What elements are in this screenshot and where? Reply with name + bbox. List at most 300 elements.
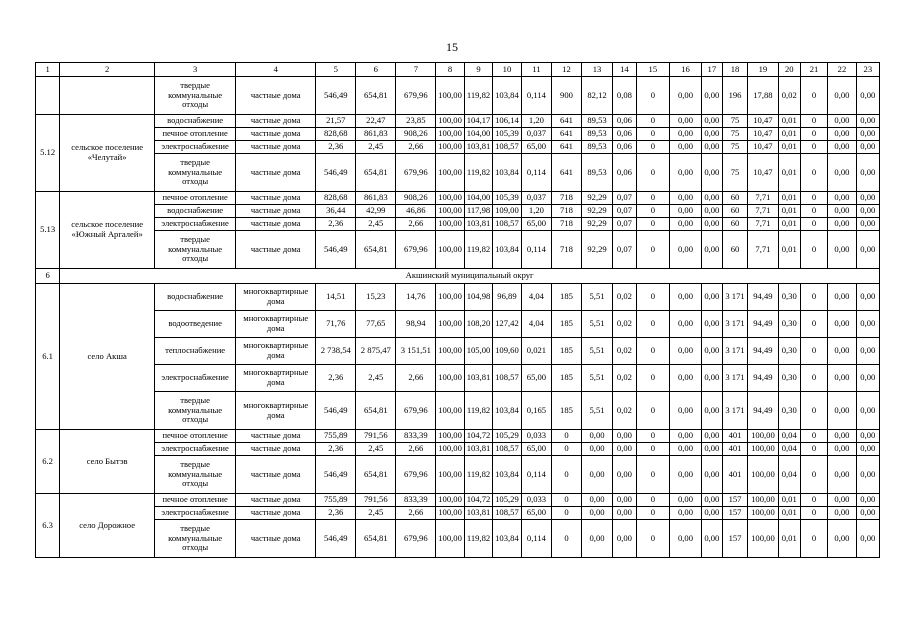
settlement-name <box>60 77 155 115</box>
service-type: электроснабжение <box>155 443 236 456</box>
value-cell: 89,53 <box>581 154 613 192</box>
value-cell: 0,01 <box>778 520 800 558</box>
service-type: печное отопление <box>155 128 236 141</box>
value-cell: 0,01 <box>778 192 800 205</box>
value-cell: 109,00 <box>493 205 521 218</box>
value-cell: 0,00 <box>670 231 702 269</box>
value-cell: 105,29 <box>493 430 521 443</box>
value-cell: 0,00 <box>828 507 856 520</box>
value-cell: 103,81 <box>464 218 492 231</box>
value-cell: 104,17 <box>464 115 492 128</box>
service-type: электроснабжение <box>155 365 236 392</box>
value-cell: 0,02 <box>613 392 636 430</box>
value-cell: 60 <box>722 205 747 218</box>
housing-type: частные дома <box>236 520 316 558</box>
value-cell: 0,00 <box>828 365 856 392</box>
value-cell: 0,00 <box>856 128 879 141</box>
housing-type: многоквартирные дома <box>236 311 316 338</box>
column-number-header: 15 <box>636 63 670 77</box>
value-cell: 0,00 <box>670 507 702 520</box>
column-number-header: 2 <box>60 63 155 77</box>
value-cell: 104,98 <box>464 284 492 311</box>
value-cell: 401 <box>722 456 747 494</box>
value-cell: 828,68 <box>316 192 356 205</box>
value-cell: 0,00 <box>828 231 856 269</box>
value-cell: 5,51 <box>581 392 613 430</box>
value-cell: 0,30 <box>778 338 800 365</box>
value-cell: 546,49 <box>316 520 356 558</box>
value-cell: 0 <box>800 284 827 311</box>
value-cell: 0,114 <box>521 231 552 269</box>
value-cell: 0,00 <box>701 494 722 507</box>
value-cell: 100,00 <box>748 430 779 443</box>
value-cell: 0,00 <box>613 520 636 558</box>
column-number-header: 3 <box>155 63 236 77</box>
value-cell: 0 <box>800 231 827 269</box>
settlement-name: село Акша <box>60 284 155 430</box>
value-cell: 2,45 <box>356 218 396 231</box>
value-cell: 654,81 <box>356 456 396 494</box>
housing-type: частные дома <box>236 456 316 494</box>
housing-type: частные дома <box>236 205 316 218</box>
value-cell: 0,30 <box>778 392 800 430</box>
service-type: твердые коммунальные отходы <box>155 456 236 494</box>
value-cell: 0,00 <box>856 365 879 392</box>
value-cell: 0,00 <box>670 128 702 141</box>
value-cell: 185 <box>552 338 582 365</box>
value-cell: 0,00 <box>670 392 702 430</box>
settlement-name: сельское поселение «Южный Аргалей» <box>60 192 155 269</box>
value-cell: 0,00 <box>701 231 722 269</box>
value-cell: 0,00 <box>670 443 702 456</box>
value-cell: 791,56 <box>356 494 396 507</box>
value-cell: 0,00 <box>701 205 722 218</box>
value-cell: 100,00 <box>436 205 464 218</box>
table-row <box>36 338 880 365</box>
value-cell: 0,02 <box>613 284 636 311</box>
section-number: 6 <box>36 269 60 284</box>
value-cell: 0,01 <box>778 128 800 141</box>
value-cell: 0 <box>552 430 582 443</box>
service-type: электроснабжение <box>155 218 236 231</box>
value-cell: 108,20 <box>464 311 492 338</box>
value-cell: 718 <box>552 192 582 205</box>
housing-type: частные дома <box>236 494 316 507</box>
value-cell: 0,00 <box>701 443 722 456</box>
value-cell: 546,49 <box>316 392 356 430</box>
value-cell: 0,06 <box>613 115 636 128</box>
value-cell: 103,81 <box>464 507 492 520</box>
value-cell: 108,57 <box>493 141 521 154</box>
value-cell: 100,00 <box>436 311 464 338</box>
value-cell: 0,00 <box>856 430 879 443</box>
service-type: электроснабжение <box>155 141 236 154</box>
value-cell: 0,021 <box>521 338 552 365</box>
value-cell: 0,00 <box>828 392 856 430</box>
table-row <box>36 205 880 218</box>
value-cell: 833,39 <box>396 494 436 507</box>
value-cell: 0 <box>636 128 670 141</box>
value-cell: 0,00 <box>856 443 879 456</box>
value-cell: 119,82 <box>464 520 492 558</box>
service-type: печное отопление <box>155 192 236 205</box>
column-number-header: 14 <box>613 63 636 77</box>
value-cell: 2,45 <box>356 507 396 520</box>
column-number-header: 5 <box>316 63 356 77</box>
value-cell: 0 <box>636 205 670 218</box>
table-row <box>36 430 880 443</box>
value-cell: 0,01 <box>778 205 800 218</box>
value-cell: 679,96 <box>396 520 436 558</box>
value-cell: 2,36 <box>316 218 356 231</box>
value-cell: 185 <box>552 365 582 392</box>
value-cell: 100,00 <box>748 494 779 507</box>
value-cell: 0 <box>800 128 827 141</box>
value-cell: 157 <box>722 520 747 558</box>
value-cell: 100,00 <box>436 443 464 456</box>
value-cell: 0,00 <box>856 338 879 365</box>
service-type: водоснабжение <box>155 284 236 311</box>
housing-type: частные дома <box>236 430 316 443</box>
value-cell: 0,00 <box>828 284 856 311</box>
service-type: твердые коммунальные отходы <box>155 520 236 558</box>
value-cell: 185 <box>552 392 582 430</box>
value-cell: 100,00 <box>436 115 464 128</box>
value-cell: 0 <box>800 154 827 192</box>
value-cell: 0,00 <box>701 430 722 443</box>
column-number-header: 8 <box>436 63 464 77</box>
housing-type: частные дома <box>236 218 316 231</box>
column-number-header: 18 <box>722 63 747 77</box>
value-cell: 196 <box>722 77 747 115</box>
value-cell: 0,00 <box>856 392 879 430</box>
value-cell: 117,98 <box>464 205 492 218</box>
value-cell: 0 <box>552 520 582 558</box>
value-cell: 0,01 <box>778 231 800 269</box>
housing-type: частные дома <box>236 141 316 154</box>
value-cell: 65,00 <box>521 443 552 456</box>
value-cell: 103,81 <box>464 443 492 456</box>
value-cell: 0,00 <box>670 456 702 494</box>
value-cell: 546,49 <box>316 231 356 269</box>
value-cell: 0,00 <box>581 494 613 507</box>
value-cell: 654,81 <box>356 154 396 192</box>
value-cell: 105,00 <box>464 338 492 365</box>
value-cell: 0,02 <box>613 338 636 365</box>
value-cell: 104,00 <box>464 192 492 205</box>
value-cell: 94,49 <box>748 392 779 430</box>
housing-type: частные дома <box>236 115 316 128</box>
table-row <box>36 311 880 338</box>
value-cell: 0,00 <box>581 507 613 520</box>
value-cell: 0,00 <box>701 154 722 192</box>
value-cell: 0 <box>552 494 582 507</box>
value-cell: 900 <box>552 77 582 115</box>
value-cell: 0,06 <box>613 128 636 141</box>
value-cell: 10,47 <box>748 154 779 192</box>
value-cell: 0 <box>552 456 582 494</box>
value-cell: 0,00 <box>701 365 722 392</box>
value-cell: 0,00 <box>856 141 879 154</box>
value-cell: 0,00 <box>581 456 613 494</box>
value-cell: 103,84 <box>493 520 521 558</box>
value-cell: 546,49 <box>316 77 356 115</box>
value-cell: 0 <box>636 218 670 231</box>
value-cell: 108,57 <box>493 365 521 392</box>
housing-type: многоквартирные дома <box>236 365 316 392</box>
value-cell: 0,01 <box>778 115 800 128</box>
value-cell: 0,00 <box>828 141 856 154</box>
value-cell: 861,83 <box>356 128 396 141</box>
value-cell: 5,51 <box>581 311 613 338</box>
value-cell: 2,66 <box>396 141 436 154</box>
housing-type: частные дома <box>236 507 316 520</box>
value-cell: 0,00 <box>581 443 613 456</box>
value-cell: 0,30 <box>778 284 800 311</box>
row-number: 5.13 <box>36 192 60 269</box>
value-cell: 0,00 <box>856 115 879 128</box>
value-cell: 119,82 <box>464 392 492 430</box>
value-cell: 0,00 <box>856 205 879 218</box>
value-cell: 0,00 <box>670 154 702 192</box>
column-number-header: 23 <box>856 63 879 77</box>
value-cell: 654,81 <box>356 520 396 558</box>
value-cell: 755,89 <box>316 494 356 507</box>
service-type: твердые коммунальные отходы <box>155 77 236 115</box>
value-cell: 1,20 <box>521 115 552 128</box>
value-cell: 0,00 <box>670 192 702 205</box>
value-cell: 0,037 <box>521 192 552 205</box>
value-cell: 0,02 <box>613 365 636 392</box>
value-cell: 0,07 <box>613 192 636 205</box>
row-number: 6.3 <box>36 494 60 558</box>
value-cell: 0 <box>636 154 670 192</box>
value-cell: 0,00 <box>701 456 722 494</box>
value-cell: 103,84 <box>493 392 521 430</box>
value-cell: 3 171 <box>722 365 747 392</box>
value-cell: 2 875,47 <box>356 338 396 365</box>
value-cell: 0 <box>636 507 670 520</box>
value-cell: 105,29 <box>493 494 521 507</box>
value-cell: 1,20 <box>521 205 552 218</box>
value-cell: 0,00 <box>670 520 702 558</box>
value-cell: 21,57 <box>316 115 356 128</box>
value-cell: 0,00 <box>670 115 702 128</box>
value-cell: 119,82 <box>464 154 492 192</box>
value-cell: 10,47 <box>748 115 779 128</box>
column-number-header: 4 <box>236 63 316 77</box>
value-cell: 94,49 <box>748 311 779 338</box>
value-cell: 861,83 <box>356 192 396 205</box>
value-cell: 100,00 <box>748 507 779 520</box>
settlement-name: село Бытэв <box>60 430 155 494</box>
value-cell: 0,01 <box>778 218 800 231</box>
value-cell: 157 <box>722 494 747 507</box>
value-cell: 0,00 <box>701 77 722 115</box>
value-cell: 0 <box>800 115 827 128</box>
column-number-header: 21 <box>800 63 827 77</box>
value-cell: 5,51 <box>581 338 613 365</box>
value-cell: 0 <box>800 338 827 365</box>
value-cell: 0,00 <box>670 141 702 154</box>
housing-type: частные дома <box>236 192 316 205</box>
value-cell: 718 <box>552 218 582 231</box>
value-cell: 2,36 <box>316 141 356 154</box>
service-type: электроснабжение <box>155 507 236 520</box>
column-number-header: 1 <box>36 63 60 77</box>
value-cell: 0,00 <box>828 128 856 141</box>
value-cell: 0,00 <box>856 311 879 338</box>
value-cell: 0,00 <box>828 338 856 365</box>
value-cell: 0 <box>636 430 670 443</box>
value-cell: 0,114 <box>521 77 552 115</box>
value-cell: 100,00 <box>436 141 464 154</box>
value-cell: 17,88 <box>748 77 779 115</box>
value-cell: 0 <box>636 338 670 365</box>
value-cell: 0,01 <box>778 154 800 192</box>
value-cell: 0 <box>800 507 827 520</box>
value-cell: 0 <box>800 218 827 231</box>
service-type: водоотведение <box>155 311 236 338</box>
value-cell: 641 <box>552 154 582 192</box>
housing-type: многоквартирные дома <box>236 392 316 430</box>
value-cell: 718 <box>552 205 582 218</box>
value-cell: 119,82 <box>464 231 492 269</box>
column-number-header: 20 <box>778 63 800 77</box>
service-type: водоснабжение <box>155 115 236 128</box>
value-cell: 0,00 <box>856 520 879 558</box>
value-cell: 100,00 <box>436 430 464 443</box>
value-cell: 0 <box>800 392 827 430</box>
value-cell: 718 <box>552 231 582 269</box>
value-cell: 185 <box>552 284 582 311</box>
value-cell: 0 <box>636 494 670 507</box>
value-cell: 0 <box>636 520 670 558</box>
value-cell: 3 171 <box>722 392 747 430</box>
section-row <box>36 269 880 284</box>
value-cell: 92,29 <box>581 205 613 218</box>
value-cell: 60 <box>722 218 747 231</box>
service-type: водоснабжение <box>155 205 236 218</box>
value-cell: 0,08 <box>613 77 636 115</box>
value-cell: 0,06 <box>613 141 636 154</box>
value-cell: 0 <box>636 443 670 456</box>
table-row <box>36 520 880 558</box>
value-cell: 0 <box>800 430 827 443</box>
value-cell: 0 <box>636 141 670 154</box>
value-cell: 0,00 <box>856 218 879 231</box>
value-cell: 108,57 <box>493 218 521 231</box>
value-cell: 0 <box>636 77 670 115</box>
value-cell: 103,81 <box>464 365 492 392</box>
value-cell: 0,033 <box>521 430 552 443</box>
value-cell: 0 <box>636 231 670 269</box>
column-number-header: 16 <box>670 63 702 77</box>
value-cell: 0,00 <box>613 494 636 507</box>
value-cell: 103,84 <box>493 154 521 192</box>
value-cell: 0,00 <box>670 218 702 231</box>
value-cell: 75 <box>722 154 747 192</box>
column-number-header: 7 <box>396 63 436 77</box>
value-cell: 65,00 <box>521 218 552 231</box>
value-cell: 0,00 <box>701 284 722 311</box>
value-cell: 0 <box>636 284 670 311</box>
value-cell: 100,00 <box>436 365 464 392</box>
column-number-header: 11 <box>521 63 552 77</box>
value-cell: 0,00 <box>670 311 702 338</box>
value-cell: 401 <box>722 430 747 443</box>
value-cell: 65,00 <box>521 507 552 520</box>
table-row <box>36 456 880 494</box>
service-type: твердые коммунальные отходы <box>155 231 236 269</box>
value-cell: 0,30 <box>778 365 800 392</box>
value-cell: 7,71 <box>748 192 779 205</box>
value-cell: 2,66 <box>396 365 436 392</box>
value-cell: 100,00 <box>436 284 464 311</box>
value-cell: 0,114 <box>521 154 552 192</box>
value-cell: 60 <box>722 231 747 269</box>
value-cell: 0,00 <box>613 443 636 456</box>
value-cell: 100,00 <box>436 128 464 141</box>
table-row <box>36 284 880 311</box>
service-type: теплоснабжение <box>155 338 236 365</box>
table-body <box>36 63 880 558</box>
row-number: 5.12 <box>36 115 60 192</box>
table-row <box>36 192 880 205</box>
value-cell: 2,66 <box>396 443 436 456</box>
value-cell: 0 <box>552 507 582 520</box>
value-cell: 0 <box>800 141 827 154</box>
value-cell: 0,00 <box>828 311 856 338</box>
table-row <box>36 77 880 115</box>
value-cell: 0 <box>636 456 670 494</box>
value-cell: 641 <box>552 128 582 141</box>
value-cell: 3 171 <box>722 338 747 365</box>
value-cell: 5,51 <box>581 365 613 392</box>
value-cell: 546,49 <box>316 456 356 494</box>
value-cell: 3 151,51 <box>396 338 436 365</box>
value-cell: 0,00 <box>670 77 702 115</box>
settlement-name: сельское поселение «Челутай» <box>60 115 155 192</box>
value-cell: 75 <box>722 141 747 154</box>
value-cell: 94,49 <box>748 338 779 365</box>
value-cell: 104,00 <box>464 128 492 141</box>
service-type: твердые коммунальные отходы <box>155 392 236 430</box>
value-cell: 71,76 <box>316 311 356 338</box>
value-cell: 0,00 <box>856 192 879 205</box>
housing-type: частные дома <box>236 443 316 456</box>
value-cell: 0,02 <box>778 77 800 115</box>
section-title: Акшинский муниципальный округ <box>60 269 880 284</box>
column-number-header: 13 <box>581 63 613 77</box>
value-cell: 0,165 <box>521 392 552 430</box>
value-cell: 4,04 <box>521 284 552 311</box>
value-cell: 100,00 <box>436 494 464 507</box>
value-cell: 0,00 <box>701 338 722 365</box>
value-cell: 0,02 <box>613 311 636 338</box>
table-row <box>36 115 880 128</box>
tariff-table <box>35 62 880 558</box>
value-cell: 0,00 <box>856 77 879 115</box>
value-cell: 0,00 <box>828 430 856 443</box>
value-cell: 755,89 <box>316 430 356 443</box>
value-cell: 0 <box>800 365 827 392</box>
value-cell: 0,037 <box>521 128 552 141</box>
value-cell: 100,00 <box>436 392 464 430</box>
column-number-header: 6 <box>356 63 396 77</box>
value-cell: 641 <box>552 141 582 154</box>
value-cell: 100,00 <box>748 443 779 456</box>
